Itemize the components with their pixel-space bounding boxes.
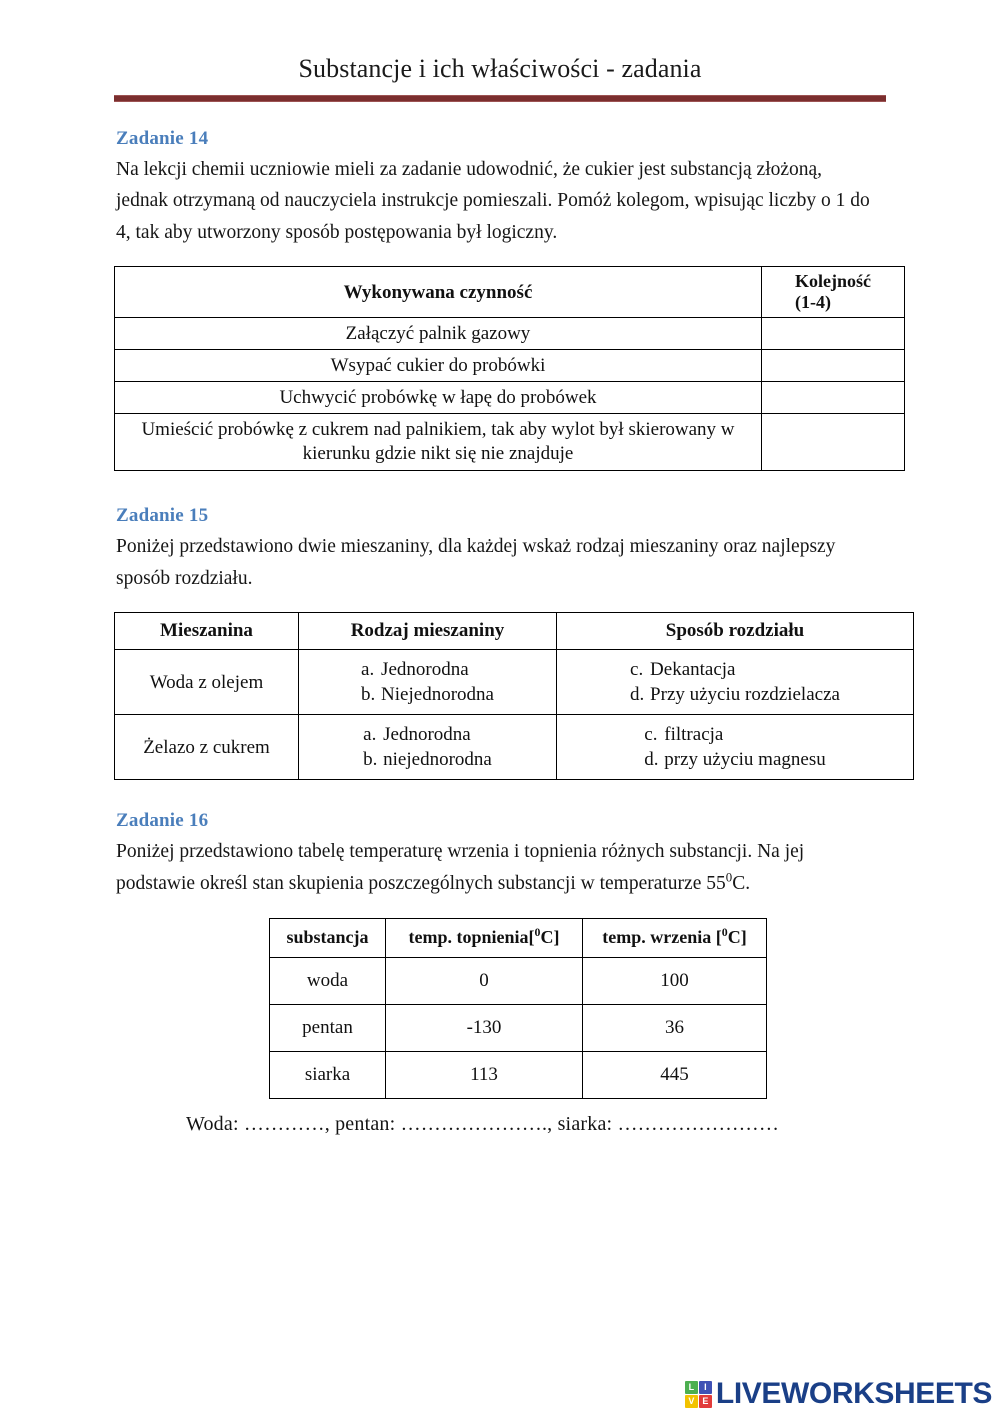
option-b-key: b. <box>361 684 376 706</box>
column-header-order-line2: (1-4) <box>795 292 831 313</box>
table-row <box>115 318 905 350</box>
task-14-heading: Zadanie 14 <box>116 127 209 149</box>
option-c-label: Dekantacja <box>650 658 736 680</box>
option-d-label: przy użyciu magnesu <box>664 749 826 771</box>
option-a-key: a. <box>361 658 375 680</box>
table-row <box>270 957 767 1004</box>
option-b[interactable] <box>361 684 494 705</box>
column-header-activity: Wykonywana czynność <box>115 267 762 318</box>
order-answer-cell[interactable] <box>762 382 905 414</box>
column-header-mixture: Mieszanina <box>115 613 299 650</box>
task-15-table <box>114 612 914 780</box>
column-header-boiling-point <box>583 918 767 957</box>
option-d-key: d. <box>630 684 645 706</box>
option-a-label: Jednorodna <box>383 723 471 745</box>
section-task-14 <box>114 128 886 472</box>
logo-tile-l: L <box>685 1381 698 1394</box>
activity-cell: Umieścić probówkę z cukrem nad palnikiem, tak aby wylot był skierowany w kierunku gdzie nikt się nie znajduje <box>115 414 762 471</box>
order-answer-cell[interactable] <box>762 318 905 350</box>
section-task-16 <box>114 810 886 1135</box>
boiling-point-cell: 100 <box>583 957 767 1004</box>
boiling-point-cell: 445 <box>583 1051 767 1098</box>
order-answer-cell[interactable] <box>762 350 905 382</box>
degree-superscript: 0 <box>721 925 728 940</box>
substance-name-cell: pentan <box>270 1004 386 1051</box>
task-16-paragraph <box>116 836 878 899</box>
boiling-point-cell: 36 <box>583 1004 767 1051</box>
melting-unit: C] <box>540 927 560 948</box>
melting-point-cell: 113 <box>386 1051 583 1098</box>
task-15-heading: Zadanie 15 <box>116 505 209 527</box>
method-options-cell[interactable] <box>557 650 914 715</box>
table-row <box>115 382 905 414</box>
table-row <box>270 1051 767 1098</box>
option-c[interactable] <box>644 724 723 745</box>
option-a[interactable] <box>361 659 469 680</box>
column-header-kind: Rodzaj mieszaniny <box>299 613 557 650</box>
liveworksheets-logo[interactable] <box>685 1379 992 1409</box>
option-d-label: Przy użyciu rozdzielacza <box>650 684 840 706</box>
option-b-label: Niejednorodna <box>381 684 494 706</box>
option-c-key: c. <box>644 723 658 745</box>
task-16-paragraph-tail: C. <box>732 873 751 895</box>
option-c[interactable] <box>630 659 735 680</box>
mixture-name-cell: Żelazo z cukrem <box>115 715 299 780</box>
task-14-table <box>114 266 905 471</box>
option-b-key: b. <box>363 749 378 771</box>
activity-cell: Załączyć palnik gazowy <box>115 318 762 350</box>
liveworksheets-wordmark: LIVEWORKSHEETS <box>715 1377 992 1410</box>
task-16-paragraph-text: Poniżej przedstawiono tabelę temperaturę wrzenia i topnienia różnych substancji. Na jej podstawie określ stan skupienia poszczególnych substancji w temperaturze 55 <box>116 841 805 895</box>
boiling-unit: C] <box>727 927 747 948</box>
task-16-heading: Zadanie 16 <box>116 810 209 832</box>
option-d-key: d. <box>644 749 659 771</box>
table-row <box>115 715 914 780</box>
option-c-label: filtracja <box>664 723 724 745</box>
section-task-15 <box>114 505 886 780</box>
task-15-paragraph: Poniżej przedstawiono dwie mieszaniny, dla każdej wskaż rodzaj mieszaniny oraz najlepszy sposób rozdziału. <box>116 536 836 589</box>
boiling-label: temp. wrzenia [ <box>602 927 722 948</box>
logo-tile-e: E <box>699 1395 712 1408</box>
worksheet-content <box>114 102 886 1136</box>
table-header-row <box>270 918 767 957</box>
order-answer-cell[interactable] <box>762 414 905 471</box>
table-row <box>115 350 905 382</box>
column-header-order-line1: Kolejność <box>795 270 871 291</box>
liveworksheets-mark-icon <box>685 1381 712 1408</box>
option-c-key: c. <box>630 658 644 680</box>
table-header-row <box>115 613 914 650</box>
option-a-label: Jednorodna <box>381 658 469 680</box>
method-options-cell[interactable] <box>557 715 914 780</box>
table-row <box>270 1004 767 1051</box>
logo-tile-i: I <box>699 1381 712 1394</box>
column-header-melting-point <box>386 918 583 957</box>
title-rule-divider <box>114 95 886 102</box>
melting-point-cell: 0 <box>386 957 583 1004</box>
kind-options-cell[interactable] <box>299 715 557 780</box>
table-row <box>115 650 914 715</box>
page-title: Substancje i ich właściwości - zadania <box>298 54 702 83</box>
activity-cell: Wsypać cukier do probówki <box>115 350 762 382</box>
option-d[interactable] <box>630 684 840 705</box>
table-row <box>115 414 905 471</box>
kind-options-cell[interactable] <box>299 650 557 715</box>
option-a[interactable] <box>363 724 471 745</box>
option-b[interactable] <box>363 749 492 770</box>
task-14-paragraph: Na lekcji chemii uczniowie mieli za zadanie udowodnić, że cukier jest substancją złożoną, jednak otrzymaną od nauczyciela instrukcje pomieszali. Pomóż kolegom, wpisując liczby o 1 do 4, tak aby utworzony sposób postępowania był logiczny. <box>116 158 870 243</box>
column-header-order <box>762 267 905 318</box>
logo-tile-v: V <box>685 1395 698 1408</box>
table-header-row <box>115 267 905 318</box>
option-b-label: niejednorodna <box>383 749 492 771</box>
substance-name-cell: woda <box>270 957 386 1004</box>
task-16-answer-line[interactable]: Woda: …………, pentan: …………………., siarka: …………………… <box>186 1112 780 1135</box>
melting-label: temp. topnienia[ <box>408 927 535 948</box>
option-d[interactable] <box>644 749 825 770</box>
substance-name-cell: siarka <box>270 1051 386 1098</box>
option-a-key: a. <box>363 723 377 745</box>
melting-point-cell: -130 <box>386 1004 583 1051</box>
column-header-method: Sposób rozdziału <box>557 613 914 650</box>
mixture-name-cell: Woda z olejem <box>115 650 299 715</box>
activity-cell: Uchwycić probówkę w łapę do probówek <box>115 382 762 414</box>
degree-superscript: 0 <box>725 870 733 885</box>
column-header-substance: substancja <box>270 918 386 957</box>
task-16-table <box>269 918 767 1099</box>
degree-superscript: 0 <box>534 925 541 940</box>
